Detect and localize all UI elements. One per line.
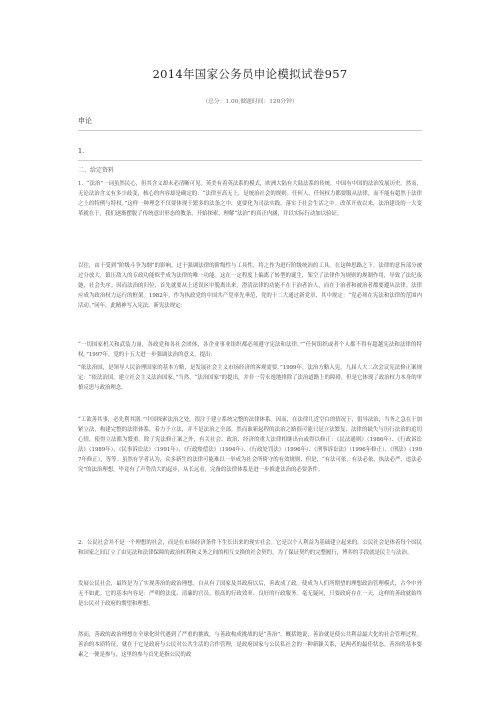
paragraph: “工欲善其事，必先利其器。”中国探索法治之处，很注于建立系统完整的法律体系。因而，在法律几近空白的情况下，倡导法治，当务之急在于加紧立法，构建完整的法律体系，着力于立法，并不是法治之全部。然而谁新起程的法治之路很可能只是立法繁复、法律的缺失与历行法治的追切心情，使得立法都为繁重。除了宪法修正案之外，有关社会、政治、经济的重大法律相继出台或得以修正：《民法通则》（1986年）、《行政诉讼法》（1989年）、《民事诉讼法》（1991年）、《行政赔偿法》（1994年）、《行政处罚法》（1996年）、《刑事诉讼法》（1996年修正）、《刑法》（1997年修正），等等。虽然有学者认为，众多新生的法律可能难以一举成为社会所倚守的有效规则，但是，“有法可依，有法必依，执法必严，违法必究”的法治理想，毕竟有了声势浩大的起步，从长远看，完备的法律体系是进一步推进法治的必要条件。 bbox=[78, 417, 422, 473]
document-title: 2014年国家公务员申论模拟试卷957 bbox=[152, 67, 348, 81]
paragraph: 然而，善政的政治理想在全球化时代遇到了严重的挑战，与善政构成挑战的是“善治”。概括地说，善治就是使公共利益最大化的社会管理过程。善治的本质特征，就在于它是政府与公民对公共生活的合作管理，是政府国家与公民私社会的一种新颖关系，是两者的最佳状态。善治的基本要素之一便是参与，这里的参与首先是指公民的政 bbox=[78, 632, 422, 658]
paragraph: 2．公民社会并不是一个理想的社会，而是在市场经济条件下生长出来的现实社会。它是以个人利益为基础建立起来的。公民社会是体着每个国民和国家之间订立了由宪法和法律保障的政治权利和义务之间的相互交换的社会契约，为了保证契约的完整履行，博弈的手段就是民主与法治。 bbox=[78, 540, 422, 556]
paragraph: 1．“法治”一词虽然民心，但其含义却未必清晰可见。英美有着英法系的模式，欧洲大陆有大陆法系的传统，中国有中国的法治发展历史。然而，无论法治含义有多少歧变，核心的内容却是确定的：“法律至高无上，是统治社会的规则。任何人、任何权力都要服从法律，而不能有超然于法律之上的特例与特权。”这样一种理念不仅要体现于繁多的法条之中，更要化为司法实践，落实于社会生活之中。改革开放以来，法治建设的一大变革就在于，我们逐渐摆脱了传统意识形态的教条，开始探索、理解“法治”的真正内涵，并以实际行动加以验证。 bbox=[78, 181, 422, 217]
paragraph: 发展公民社会，最终是为了实现善治的政治理想。自从有了国家及其政府以后，善政成了政。使成为人们所期望的理想政治管理模式，古今中外无不如此。它的基本内容是：严明的法度、清廉的官员、很高的行政效率、良好的行政服务。毫无疑问，只要政府存在一天，这样的善政就始终是公民对于政府的期望和理想。 bbox=[78, 581, 422, 607]
paragraph: “依法治国，是领导人民治理国家的基本方略，是发展社会主义市场经济的客观需要。”1999年，法治方略入宪，九届人大二次会议宪法修正案规定：“依法治国，建立社会主义法治国家。”当然，“法治国家”的提出，并非一劳永逸地排除了法治道路上的障碍，但是它体现了政治权力本身的审慎反思与政治理念。 bbox=[78, 365, 422, 391]
divider bbox=[78, 160, 422, 161]
exam-meta: （总分：1.00,做题时间：120分钟） bbox=[202, 99, 298, 105]
paragraph: “一切国家机关和武装力量，各政党和各社会团体、各企业事业组织都必须遵守宪法和法律。”“任何组织或者个人都不得有超越宪法和法律的特权。”1997年，党的十五大进一步强调法治的意义，提出： bbox=[78, 342, 422, 358]
paragraph: 以往，由于受到“阶级斗争为纲”的影响，过于强调法律的阶级性与工具性，将之作为进行阶级统治的工具。在这种思路之下，法律的意旨部分被过分放大，镇压敌人的专政功能似乎成为法律的唯一功能。这在一定程度上偏离了转型的诞生，架空了法律作为规则的规制作用，导致了法纪废弛，社会失序。因而法治的归位，首先就要从上述误区中脱离出来，澄清法律的功能不在于治者治人，而在于治者和被治者都要遵从法律。法律应成为政治权力运行的框架。1982年，作为执政党的中国共产党率先垂范，党的十二大通过新党章，其中规定：“党必须在宪法和法律的范围内活动。”同年，此精神写入宪法，新宪法规定： bbox=[78, 263, 422, 309]
question-number: 1. bbox=[78, 147, 85, 155]
materials-subheading: 二、给定资料 bbox=[78, 167, 115, 174]
divider bbox=[78, 130, 422, 131]
section-heading: 申论 bbox=[78, 117, 92, 125]
